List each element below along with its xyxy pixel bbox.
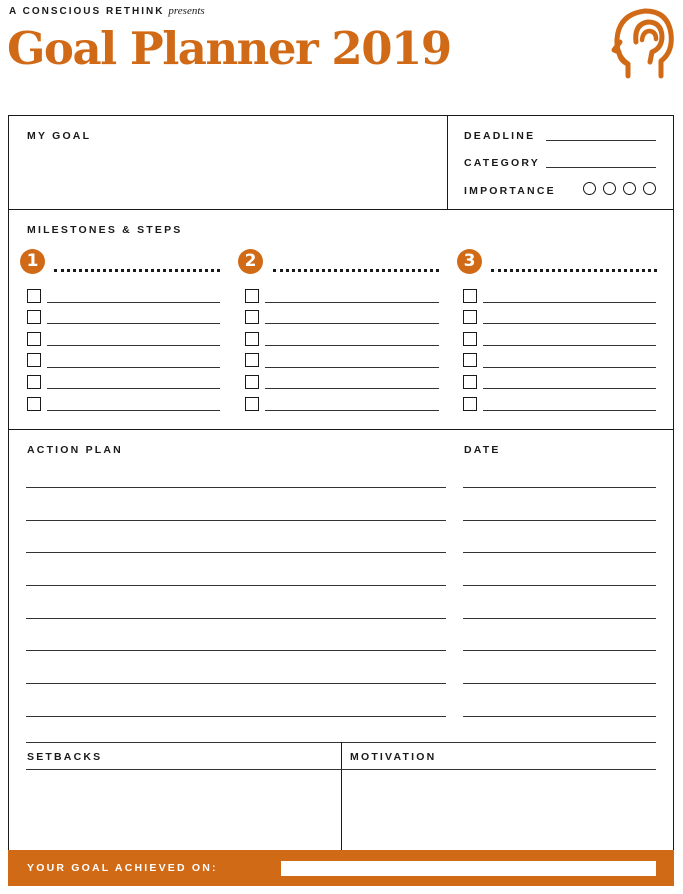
step-line[interactable] [47, 367, 220, 368]
goal-achieved-bar [8, 850, 674, 886]
category-field[interactable] [546, 167, 656, 168]
step-checkbox[interactable] [463, 310, 477, 324]
step-line[interactable] [483, 323, 656, 324]
step-line[interactable] [483, 345, 656, 346]
action-line[interactable] [26, 618, 446, 619]
milestone-number-1: 1 [20, 249, 45, 274]
action-line[interactable] [26, 683, 446, 684]
date-line[interactable] [463, 585, 656, 586]
step-line[interactable] [265, 345, 439, 346]
step-checkbox[interactable] [245, 310, 259, 324]
step-line[interactable] [265, 302, 439, 303]
step-checkbox[interactable] [27, 397, 41, 411]
step-checkbox[interactable] [463, 353, 477, 367]
date-line[interactable] [463, 683, 656, 684]
step-line[interactable] [47, 323, 220, 324]
importance-circle-3[interactable] [623, 182, 636, 195]
step-line[interactable] [47, 345, 220, 346]
section-divider [8, 209, 674, 210]
action-line[interactable] [26, 650, 446, 651]
action-line[interactable] [26, 585, 446, 586]
step-checkbox[interactable] [27, 310, 41, 324]
step-line[interactable] [47, 302, 220, 303]
action-line[interactable] [26, 552, 446, 553]
milestone-title-field-1[interactable] [54, 269, 220, 272]
goal-achieved-label: YOUR GOAL ACHIEVED ON: [27, 862, 218, 874]
step-line[interactable] [483, 388, 656, 389]
step-line[interactable] [265, 367, 439, 368]
setbacks-divider [341, 742, 342, 850]
brand-line [9, 5, 205, 17]
step-line[interactable] [265, 388, 439, 389]
motivation-label: MOTIVATION [350, 751, 437, 763]
milestones-label: MILESTONES & STEPS [27, 224, 183, 236]
step-checkbox[interactable] [245, 353, 259, 367]
milestone-number-2: 2 [238, 249, 263, 274]
step-checkbox[interactable] [463, 289, 477, 303]
step-line[interactable] [47, 388, 220, 389]
setbacks-label: SETBACKS [27, 751, 103, 763]
step-checkbox[interactable] [27, 289, 41, 303]
step-checkbox[interactable] [27, 375, 41, 389]
importance-circle-2[interactable] [603, 182, 616, 195]
goal-achieved-field[interactable] [281, 861, 656, 876]
date-line[interactable] [463, 650, 656, 651]
presents-text: presents [168, 5, 205, 17]
step-checkbox[interactable] [463, 375, 477, 389]
date-line[interactable] [463, 487, 656, 488]
step-line[interactable] [47, 410, 220, 411]
date-line[interactable] [463, 552, 656, 553]
step-checkbox[interactable] [27, 332, 41, 346]
step-line[interactable] [265, 323, 439, 324]
page-title: Goal Planner 2019 [7, 22, 451, 75]
step-line[interactable] [483, 302, 656, 303]
step-checkbox[interactable] [27, 353, 41, 367]
date-line[interactable] [463, 716, 656, 717]
milestone-title-field-2[interactable] [273, 269, 439, 272]
milestone-title-field-3[interactable] [491, 269, 657, 272]
step-checkbox[interactable] [245, 332, 259, 346]
my-goal-label: MY GOAL [27, 130, 92, 142]
step-checkbox[interactable] [463, 332, 477, 346]
step-line[interactable] [483, 367, 656, 368]
importance-circle-1[interactable] [583, 182, 596, 195]
deadline-label: DEADLINE [464, 130, 536, 142]
step-checkbox[interactable] [245, 289, 259, 303]
step-line[interactable] [483, 410, 656, 411]
date-line[interactable] [463, 520, 656, 521]
section-divider [8, 429, 674, 430]
deadline-field[interactable] [546, 140, 656, 141]
head-brain-logo-icon [610, 6, 676, 80]
importance-circle-4[interactable] [643, 182, 656, 195]
step-checkbox[interactable] [463, 397, 477, 411]
action-line[interactable] [26, 716, 446, 717]
milestone-number-3: 3 [457, 249, 482, 274]
action-line[interactable] [26, 520, 446, 521]
date-line[interactable] [463, 618, 656, 619]
category-label: CATEGORY [464, 157, 540, 169]
date-label: DATE [464, 444, 501, 456]
action-line[interactable] [26, 487, 446, 488]
importance-label: IMPORTANCE [464, 185, 556, 197]
goal-divider [447, 115, 448, 209]
step-line[interactable] [265, 410, 439, 411]
step-checkbox[interactable] [245, 375, 259, 389]
brand-name: A CONSCIOUS RETHINK [9, 6, 165, 17]
setbacks-header-rule [26, 769, 656, 770]
action-plan-label: ACTION PLAN [27, 444, 123, 456]
step-checkbox[interactable] [245, 397, 259, 411]
